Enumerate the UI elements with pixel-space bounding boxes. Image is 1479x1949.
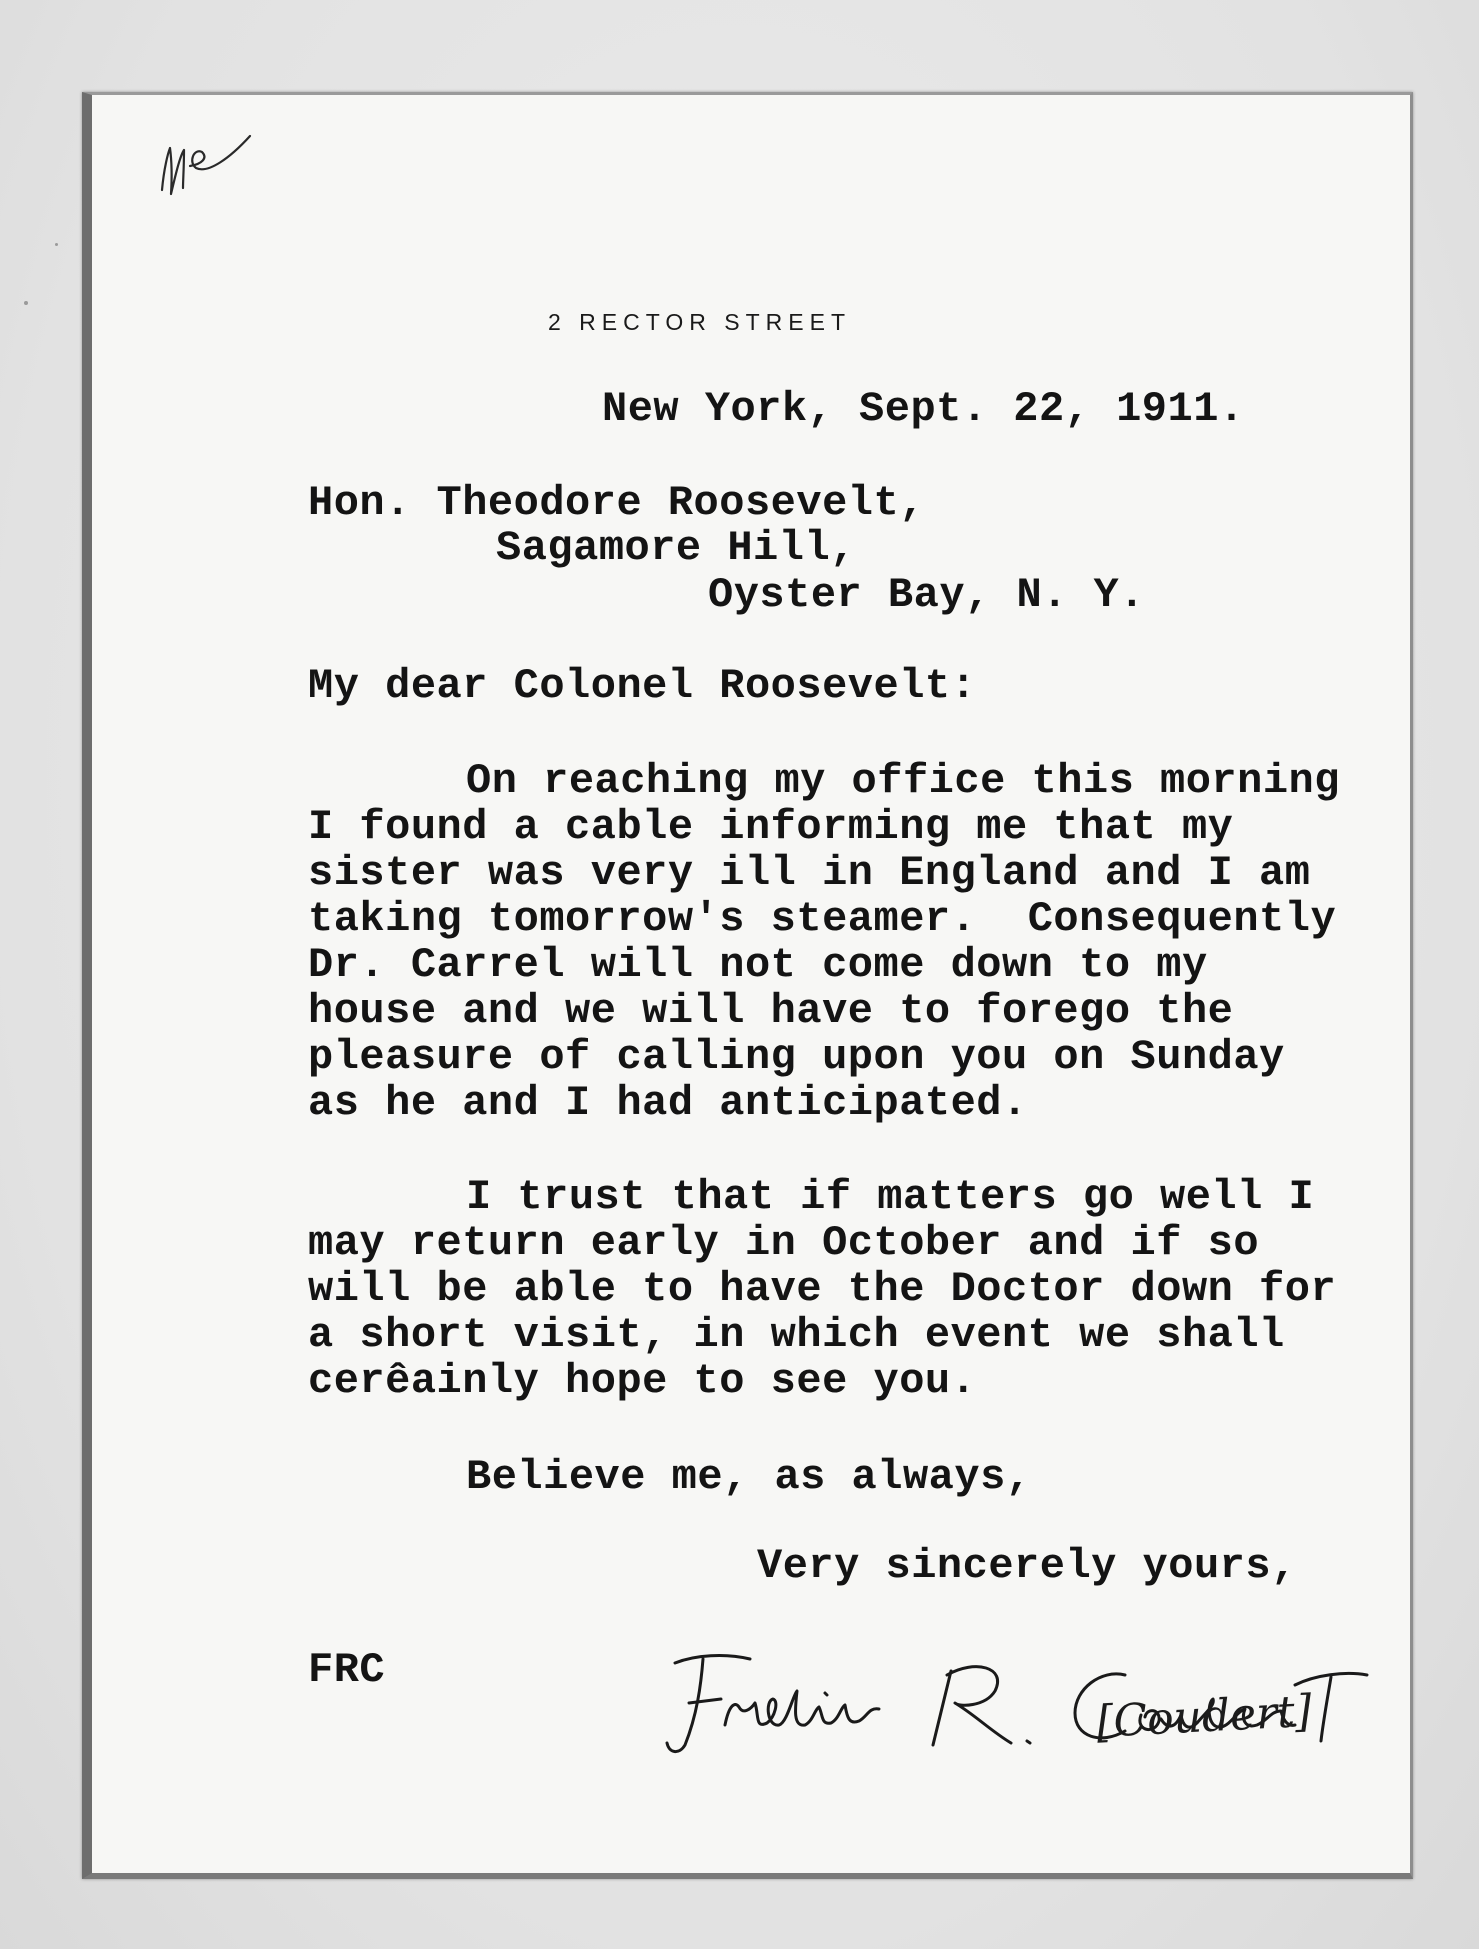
signature-transcription: [Coudert] <box>1095 1685 1314 1748</box>
paragraph-2-line-1: I trust that if matters go well I <box>466 1173 1315 1221</box>
closing-line-1: Believe me, as always, <box>466 1453 1032 1501</box>
dust-speck <box>55 243 58 246</box>
paragraph-2-line-2: may return early in October and if so <box>308 1219 1260 1267</box>
paragraph-1-line-5: Dr. Carrel will not come down to my <box>308 941 1208 989</box>
closing-line-2: Very sincerely yours, <box>757 1542 1297 1590</box>
paragraph-1-line-6: house and we will have to forego the <box>308 987 1234 1035</box>
address-line-1: Hon. Theodore Roosevelt, <box>308 479 925 527</box>
dateline: New York, Sept. 22, 1911. <box>602 385 1245 433</box>
salutation: My dear Colonel Roosevelt: <box>308 662 977 710</box>
address-line-2: Sagamore Hill, <box>496 524 856 572</box>
paragraph-1-line-4: taking tomorrow's steamer. Consequently <box>308 895 1337 943</box>
handwritten-initials-mark <box>150 128 270 208</box>
paragraph-1-line-7: pleasure of calling upon you on Sunday <box>308 1033 1285 1081</box>
paragraph-1-line-3: sister was very ill in England and I am <box>308 849 1311 897</box>
paragraph-1-line-8: as he and I had anticipated. <box>308 1079 1028 1127</box>
paragraph-2-line-3: will be able to have the Doctor down for <box>308 1265 1337 1313</box>
paragraph-1-line-2: I found a cable informing me that my <box>308 803 1234 851</box>
paragraph-1-line-1: On reaching my office this morning <box>466 757 1340 805</box>
typist-initials: FRC <box>308 1646 386 1694</box>
paragraph-2-line-5: cerêainly hope to see you. <box>308 1357 977 1405</box>
paragraph-2-line-4: a short visit, in which event we shall <box>308 1311 1285 1359</box>
address-line-3: Oyster Bay, N. Y. <box>708 571 1145 619</box>
letterhead-address: 2 RECTOR STREET <box>548 309 851 335</box>
dust-speck <box>24 301 28 305</box>
